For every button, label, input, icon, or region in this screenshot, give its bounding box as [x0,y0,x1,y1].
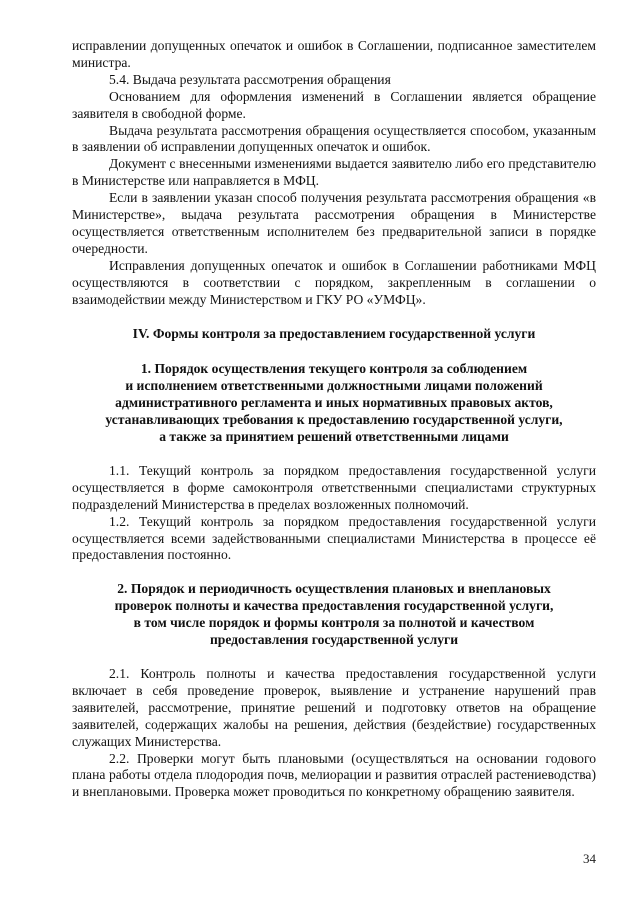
paragraph: 1.1. Текущий контроль за порядком предоставления государственной услуги осуществляется в форме самоконтроля ответственными специалистами структурных подразделений Министерства в пределах возложенных полномочий. [72,462,596,512]
subsection-title-line: предоставления государственной услуги [209,632,459,648]
paragraph: Исправления допущенных опечаток и ошибок в Соглашении работниками МФЦ осуществляются в соответствии с порядком, закрепленным в соглашении о взаимодействии между Министерством и ГКУ РО «УМФЦ». [72,257,596,307]
paragraph: 1.2. Текущий контроль за порядком предоставления государственной услуги осуществляется всеми задействованными специалистами Министерства в процессе её предоставления постоянно. [72,513,596,563]
document-page [72,38,596,801]
subsection-title-line: устанавливающих требования к предоставлению государственной услуги, [105,412,563,428]
spacer [72,342,596,361]
subsection-title-line: в том числе порядок и формы контроля за полнотой и качеством [133,615,535,631]
paragraph-continuation: исправлении допущенных опечаток и ошибок в Соглашении, подписанное заместителем министра. [72,38,596,70]
section-title: IV. Формы контроля за предоставлением государственной услуги [132,325,536,341]
subsection-title-line: административного регламента и иных нормативных правовых актов, [115,395,553,411]
spacer [72,564,596,581]
paragraph: 2.2. Проверки могут быть плановыми (осуществляться на основании годового плана работы отдела плодородия почв, мелиорации и развития отраслей растениеводства) и внеплановыми. Проверка может проводиться по конкретному обращению заявителя. [72,750,596,800]
subsection-title-line: а также за принятием решений ответственными лицами [159,429,509,445]
paragraph: Документ с внесенными изменениями выдается заявителю либо его представителю в Министерстве или направляется в МФЦ. [72,156,596,189]
subsection-title-line: и исполнением ответственными должностными лицами положений [125,378,543,394]
paragraph: Основанием для оформления изменений в Соглашении является обращение заявителя в свободной форме. [72,88,596,121]
paragraph: Если в заявлении указан способ получения результата рассмотрения обращения «в Министерстве», выдача результата рассмотрения обращения в Министерстве осуществляется ответственным исполнителем без предварительной записи в порядке очередности. [72,190,596,256]
spacer [72,446,596,463]
paragraph: 2.1. Контроль полноты и качества предоставления государственной услуги включает в себя проведение проверок, выявление и устранение нарушений прав заявителей, рассмотрение, принятие решений и подготовку ответов на обращение заявителей, содержащих жалобы на решения, действия (бездействие) государственных служащих Министерства. [72,666,596,749]
subsection-title-line: проверок полноты и качества предоставления государственной услуги, [114,598,554,614]
subsection-2-title [72,581,596,649]
subsection-title-line: 1. Порядок осуществления текущего контроля за соблюдением [140,361,528,377]
subsection-1-title [72,361,596,446]
clause-5-4-title: 5.4. Выдача результата рассмотрения обращения [109,71,391,87]
spacer [72,649,596,666]
paragraph: Выдача результата рассмотрения обращения осуществляется способом, указанным в заявлении об исправлении допущенных опечаток и ошибок. [72,122,596,155]
page-number: 34 [583,851,596,866]
subsection-title-line: 2. Порядок и периодичность осуществления плановых и внеплановых [117,581,551,597]
spacer [72,309,596,326]
